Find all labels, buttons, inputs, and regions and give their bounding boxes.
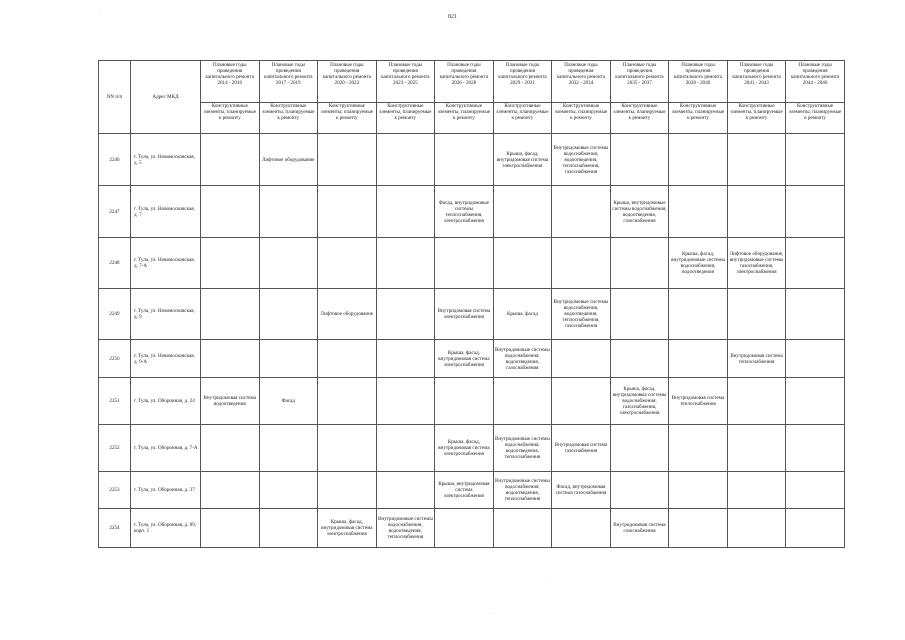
repair-cell xyxy=(376,378,435,425)
repair-cell xyxy=(376,289,435,340)
repair-cell xyxy=(669,472,728,509)
repair-cell xyxy=(552,186,611,238)
repair-cell: Крыша, фасад, внутридомовая система электроснабжения xyxy=(435,340,494,378)
repair-cell xyxy=(201,134,260,186)
repair-cell: Крыша, внутридомовые системы водоснабжения, водоотведения, газоснабжения xyxy=(610,186,669,238)
repair-cell xyxy=(786,509,845,548)
header-period: Плановые годы проведения капитального ремонта 2020 - 2022 xyxy=(318,61,377,103)
repair-cell xyxy=(259,186,318,238)
table-row xyxy=(99,378,845,425)
row-address: г. Тула, ул. Оборонная, д. 37 xyxy=(131,472,201,509)
table-body xyxy=(99,134,845,548)
repair-cell xyxy=(552,238,611,289)
header-elements: Конструктивные элементы, планируемые к ремонту xyxy=(318,103,377,134)
header-period: Плановые годы проведения капитального ремонта 2044 - 2046 xyxy=(786,61,845,103)
repair-cell xyxy=(727,472,786,509)
repair-cell: Крыша, фасад, внутридомовая система электроснабжения xyxy=(435,425,494,472)
table-row xyxy=(99,472,845,509)
repair-cell xyxy=(201,472,260,509)
repair-cell xyxy=(786,186,845,238)
repair-cell: Внутридомовые системы водоснабжения, водоотведения, теплоснабжения xyxy=(376,509,435,548)
repair-cell xyxy=(201,509,260,548)
repair-cell xyxy=(201,238,260,289)
repair-cell xyxy=(727,289,786,340)
repair-cell xyxy=(376,425,435,472)
repair-cell xyxy=(376,340,435,378)
page-number: 821 xyxy=(448,14,457,20)
repair-cell xyxy=(610,425,669,472)
header-elements: Конструктивные элементы, планируемые к ремонту xyxy=(376,103,435,134)
repair-cell xyxy=(435,238,494,289)
repair-cell xyxy=(727,134,786,186)
row-address: г. Тула, ул. Оборонная, д. 24 xyxy=(131,378,201,425)
repair-cell xyxy=(786,134,845,186)
repair-cell xyxy=(259,472,318,509)
table-row xyxy=(99,340,845,378)
table-row xyxy=(99,289,845,340)
row-number: 2246 xyxy=(99,134,131,186)
scan-speck: · xyxy=(490,612,492,617)
row-number: 2248 xyxy=(99,238,131,289)
header-period: Плановые годы проведения капитального ремонта 2029 - 2031 xyxy=(493,61,552,103)
repair-cell xyxy=(669,425,728,472)
scan-speck: · xyxy=(100,12,102,17)
row-address: г. Тула, ул. Оборонная, д. 7-А xyxy=(131,425,201,472)
repair-cell: Фасад xyxy=(259,378,318,425)
repair-cell: Крыша, фасад xyxy=(493,289,552,340)
header-period: Плановые годы проведения капитального ремонта 2032 - 2034 xyxy=(552,61,611,103)
header-elements: Конструктивные элементы, планируемые к ремонту xyxy=(610,103,669,134)
header-elements: Конструктивные элементы, планируемые к ремонту xyxy=(669,103,728,134)
table-row xyxy=(99,186,845,238)
repair-cell xyxy=(786,425,845,472)
row-address: г. Тула, ул. Оборонная, д. 89, корп. 1 xyxy=(131,509,201,548)
repair-cell: Внутридомовая система электроснабжения xyxy=(435,289,494,340)
row-number: 2247 xyxy=(99,186,131,238)
repair-cell xyxy=(318,425,377,472)
repair-cell xyxy=(376,238,435,289)
repair-cell xyxy=(435,134,494,186)
row-number: 2253 xyxy=(99,472,131,509)
repair-cell: Лифтовое оборудование xyxy=(318,289,377,340)
repair-cell xyxy=(610,238,669,289)
table-row xyxy=(99,509,845,548)
capital-repair-table xyxy=(98,60,845,548)
repair-cell xyxy=(552,340,611,378)
repair-cell xyxy=(259,289,318,340)
row-address: г. Тула, ул. Новомосковская, д. 9-А xyxy=(131,340,201,378)
repair-cell xyxy=(201,340,260,378)
table-row xyxy=(99,134,845,186)
repair-cell xyxy=(318,340,377,378)
repair-cell: Лифтовое оборудование xyxy=(259,134,318,186)
repair-cell xyxy=(259,425,318,472)
repair-cell: Крыша, фасад, внутридомовые системы водоснабжения, газоснабжения, электроснабжения xyxy=(610,378,669,425)
header-period: Плановые годы проведения капитального ремонта 2038 - 2040 xyxy=(669,61,728,103)
repair-cell xyxy=(201,289,260,340)
repair-cell: Внутридомовая система теплоснабжения xyxy=(727,340,786,378)
repair-cell xyxy=(727,509,786,548)
header-period: Плановые годы проведения капитального ремонта 2014 - 2016 xyxy=(201,61,260,103)
repair-cell xyxy=(435,509,494,548)
row-address: г. Тула, ул. Новомосковская, д. 5 xyxy=(131,134,201,186)
repair-cell xyxy=(786,472,845,509)
repair-cell: Лифтовое оборудование, внутридомовые системы газоснабжения, электроснабжения xyxy=(727,238,786,289)
header-address: Адрес МКД xyxy=(131,61,201,134)
header-period: Плановые годы проведения капитального ремонта 2017 - 2019 xyxy=(259,61,318,103)
repair-cell: Крыша, внутридомовая система электроснабжения xyxy=(435,472,494,509)
repair-cell: Крыша, фасад, внутридомовая система электроснабжения xyxy=(493,134,552,186)
header-period: Плановые годы проведения капитального ремонта 2026 - 2028 xyxy=(435,61,494,103)
header-num: NN п/п xyxy=(99,61,131,134)
repair-cell xyxy=(669,186,728,238)
repair-cell xyxy=(201,186,260,238)
header-row-elements xyxy=(99,103,845,134)
header-period: Плановые годы проведения капитального ремонта 2023 - 2025 xyxy=(376,61,435,103)
repair-cell xyxy=(259,238,318,289)
repair-cell xyxy=(493,186,552,238)
header-row-periods xyxy=(99,61,845,103)
repair-cell: Внутридомовые системы водоснабжения, водоотведения, теплоснабжения, газоснабжения xyxy=(552,134,611,186)
row-address: г. Тула, ул. Новомосковская, д. 9 xyxy=(131,289,201,340)
repair-cell: Крыша, фасад, внутридомовая система электроснабжения xyxy=(318,509,377,548)
repair-cell xyxy=(610,472,669,509)
repair-cell xyxy=(786,378,845,425)
repair-cell xyxy=(493,238,552,289)
repair-cell xyxy=(669,340,728,378)
row-number: 2250 xyxy=(99,340,131,378)
repair-cell xyxy=(259,509,318,548)
table-row xyxy=(99,425,845,472)
repair-cell: Фасад, внутридомовая система газоснабжения xyxy=(552,472,611,509)
repair-cell xyxy=(318,134,377,186)
repair-cell xyxy=(376,472,435,509)
repair-cell: Внутридомовая система водоотведения xyxy=(201,378,260,425)
repair-cell xyxy=(727,186,786,238)
repair-cell xyxy=(493,378,552,425)
repair-cell xyxy=(727,378,786,425)
row-address: г. Тула, ул. Новомосковская, д. 7 xyxy=(131,186,201,238)
repair-cell xyxy=(727,425,786,472)
repair-cell xyxy=(786,289,845,340)
repair-cell xyxy=(435,378,494,425)
repair-cell: Крыша, фасад, внутридомовые системы водоснабжения, водоотведения xyxy=(669,238,728,289)
repair-cell xyxy=(201,425,260,472)
header-elements: Конструктивные элементы, планируемые к ремонту xyxy=(201,103,260,134)
repair-cell xyxy=(376,134,435,186)
row-number: 2254 xyxy=(99,509,131,548)
repair-cell xyxy=(318,186,377,238)
repair-cell xyxy=(610,289,669,340)
repair-cell xyxy=(669,509,728,548)
repair-cell: Внутридомовые системы водоснабжения, водоотведения, теплоснабжения xyxy=(493,425,552,472)
header-elements: Конструктивные элементы, планируемые к ремонту xyxy=(552,103,611,134)
repair-cell xyxy=(318,378,377,425)
repair-cell xyxy=(259,340,318,378)
repair-cell: Внутридомовая система газоснабжения xyxy=(610,509,669,548)
header-elements: Конструктивные элементы, планируемые к ремонту xyxy=(727,103,786,134)
header-elements: Конструктивные элементы, планируемые к ремонту xyxy=(259,103,318,134)
row-number: 2251 xyxy=(99,378,131,425)
repair-cell xyxy=(786,238,845,289)
repair-cell xyxy=(318,238,377,289)
repair-cell xyxy=(610,134,669,186)
repair-cell xyxy=(552,509,611,548)
repair-cell: Внутридомовые системы водоснабжения, водоотведения, газоснабжения xyxy=(493,340,552,378)
repair-cell: Внутридомовая система теплоснабжения xyxy=(669,378,728,425)
header-period: Плановые годы проведения капитального ремонта 2035 - 2037 xyxy=(610,61,669,103)
repair-cell xyxy=(552,378,611,425)
row-number: 2252 xyxy=(99,425,131,472)
table-row xyxy=(99,238,845,289)
repair-cell xyxy=(669,134,728,186)
header-period: Плановые годы проведения капитального ремонта 2041 - 2043 xyxy=(727,61,786,103)
repair-cell xyxy=(493,509,552,548)
header-elements: Конструктивные элементы, планируемые к ремонту xyxy=(786,103,845,134)
repair-cell: Фасад, внутридомовые системы теплоснабжения, электроснабжения xyxy=(435,186,494,238)
scan-speck: · xyxy=(548,578,550,583)
header-elements: Конструктивные элементы, планируемые к ремонту xyxy=(435,103,494,134)
repair-cell: Внутридомовая система газоснабжения xyxy=(552,425,611,472)
repair-cell xyxy=(786,340,845,378)
repair-cell: Внутридомовые системы водоснабжения, водоотведения, теплоснабжения, газоснабжения xyxy=(552,289,611,340)
repair-cell xyxy=(318,472,377,509)
repair-cell xyxy=(669,289,728,340)
repair-cell xyxy=(376,186,435,238)
row-address: г. Тула, ул. Новомосковская, д. 7-А xyxy=(131,238,201,289)
row-number: 2249 xyxy=(99,289,131,340)
header-elements: Конструктивные элементы, планируемые к ремонту xyxy=(493,103,552,134)
repair-cell xyxy=(610,340,669,378)
repair-cell: Внутридомовые системы водоснабжения, водоотведения, теплоснабжения xyxy=(493,472,552,509)
